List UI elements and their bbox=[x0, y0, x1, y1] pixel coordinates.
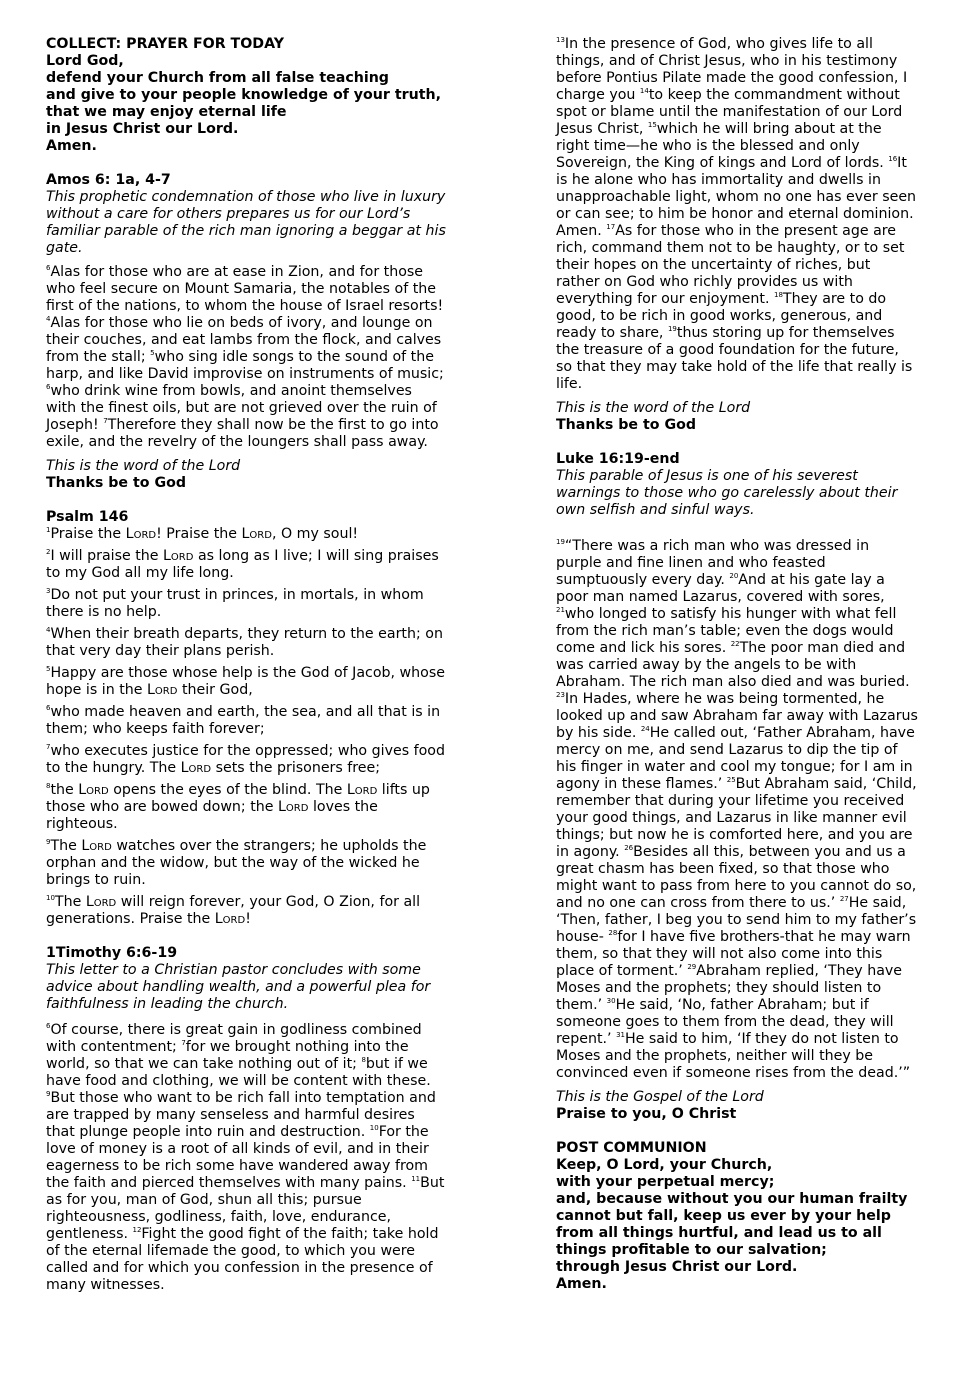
collect-heading: COLLECT: PRAYER FOR TODAY bbox=[46, 36, 284, 52]
verse-number: 20 bbox=[729, 572, 739, 580]
timothy-section bbox=[46, 945, 446, 1294]
verse-number: 4 bbox=[46, 315, 51, 323]
collect-line: in Jesus Christ our Lord. bbox=[46, 121, 239, 137]
verse-number: 28 bbox=[608, 929, 618, 937]
verse-number: 13 bbox=[556, 36, 565, 44]
verse-number: 30 bbox=[606, 997, 616, 1005]
verse-text: And at his gate lay a poor man named Lazarus, covered with sores, bbox=[556, 572, 885, 605]
lord-small-caps: Lord bbox=[85, 894, 117, 910]
lord-small-caps: Lord bbox=[81, 838, 112, 854]
verse-number: 21 bbox=[556, 606, 565, 614]
luke-response-1: This is the Gospel of the Lord bbox=[556, 1089, 764, 1105]
verse-number: 6 bbox=[46, 383, 51, 391]
post-communion-heading: POST COMMUNION bbox=[556, 1140, 707, 1156]
amos-heading: Amos 6: 1a, 4-7 bbox=[46, 172, 171, 188]
verse-text: ! bbox=[245, 911, 251, 927]
amos-intro: This prophetic condemnation of those who live in luxury without a care for others prepares us for our Lord’s familiar parable of the rich man ignoring a beggar at his gate. bbox=[46, 189, 446, 256]
psalm-section bbox=[46, 509, 446, 928]
verse-text: “There was a rich man who was dressed in purple and fine linen and who feasted sumptuously every day. bbox=[556, 538, 870, 588]
post-communion-section bbox=[556, 1140, 918, 1293]
verse-text: Praise the bbox=[50, 526, 126, 542]
luke-section bbox=[556, 451, 918, 1123]
verse-text: , O my soul! bbox=[271, 526, 359, 542]
verse-text: He said, ‘Then, father, I beg you to send him to my father’s house- bbox=[556, 895, 917, 945]
psalm-verse bbox=[46, 548, 446, 582]
luke-response-2: Praise to you, O Christ bbox=[556, 1106, 737, 1122]
luke-text bbox=[556, 538, 918, 1082]
verse-number: 3 bbox=[46, 587, 51, 595]
verse-text: He said to him, ‘If they do not listen to Moses and the prophets, neither will they be convinced even if someone rises from the dead.’” bbox=[556, 1031, 911, 1081]
timothy-text-part-1 bbox=[46, 1022, 446, 1294]
verse-text: Alas for those who are at ease in Zion, and for those who feel secure on Mount Samaria, the notables of the first of the nations, to whom the house of Israel resorts! bbox=[46, 264, 444, 314]
verse-text: Happy are those whose help is the God of Jacob, whose hope is in the bbox=[46, 665, 445, 698]
verse-number: 9 bbox=[46, 1090, 51, 1098]
verse-text: who executes justice for the oppressed; who gives food to the hungry. The bbox=[46, 743, 445, 776]
verse-number: 10 bbox=[46, 894, 55, 902]
verse-number: 7 bbox=[103, 417, 108, 425]
timothy-heading: 1Timothy 6:6-19 bbox=[46, 945, 178, 961]
verse-text: In Hades, where he was being tormented, he looked up and saw Abraham far away with Lazarus by his side. bbox=[556, 691, 918, 741]
verse-text: who made heaven and earth, the sea, and all that is in them; who keeps faith forever; bbox=[46, 704, 441, 737]
verse-text: ! Praise the bbox=[156, 526, 242, 542]
verse-text: who sing idle songs to the sound of the harp, and like David improvise on instruments of music; bbox=[46, 349, 444, 382]
timothy-continued-section bbox=[556, 36, 918, 434]
verse-number: 25 bbox=[726, 776, 736, 784]
verse-text: to keep the commandment without spot or blame until the manifestation of our Lord Jesus Christ, bbox=[556, 87, 903, 137]
verse-text: But Abraham said, ‘Child, remember that during your lifetime you received your good things, and Lazarus in like manner evil things; but now he is comforted here, and you are in agony. bbox=[556, 776, 917, 860]
verse-number: 4 bbox=[46, 626, 51, 634]
psalm-verse bbox=[46, 894, 446, 928]
verse-text: for we brought nothing into the world, so that we can take nothing out of it; bbox=[46, 1039, 409, 1072]
verse-number: 24 bbox=[640, 725, 650, 733]
verse-number: 9 bbox=[46, 838, 51, 846]
verse-text: sets the prisoners free; bbox=[211, 760, 381, 776]
psalm-verse bbox=[46, 665, 446, 699]
verse-number: 7 bbox=[181, 1039, 186, 1047]
psalm-heading: Psalm 146 bbox=[46, 509, 129, 525]
verse-text: Do not put your trust in princes, in mortals, in whom there is no help. bbox=[46, 587, 424, 620]
verse-number: 6 bbox=[46, 264, 51, 272]
verse-number: 7 bbox=[46, 743, 51, 751]
psalm-verse bbox=[46, 838, 446, 889]
verse-text: Abraham replied, ‘They have Moses and the prophets; they should listen to them.’ bbox=[556, 963, 903, 1013]
post-communion-line: with your perpetual mercy; bbox=[556, 1174, 775, 1190]
timothy-intro: This letter to a Christian pastor concludes with some advice about handling wealth, and a powerful plea for faithfulness in leading the church. bbox=[46, 962, 431, 1012]
verse-text: He said, ‘No, father Abraham; but if someone goes to them from the dead, they will repent.’ bbox=[556, 997, 894, 1047]
amos-section bbox=[46, 172, 446, 492]
verse-text: But as for you, man of God, shun all this; pursue righteousness, godliness, faith, love, endurance, gentleness. bbox=[46, 1175, 445, 1242]
collect-line: that we may enjoy eternal life bbox=[46, 104, 287, 120]
verse-number: 15 bbox=[647, 121, 657, 129]
verse-text: The poor man died and was carried away by the angels to be with Abraham. The rich man also died and was buried. bbox=[556, 640, 910, 690]
lord-small-caps: Lord bbox=[346, 782, 378, 798]
left-column bbox=[46, 36, 446, 1294]
verse-text: For the love of money is a root of all kinds of evil, and in their eagerness to be rich some have wandered away from the faith and pierced themselves with many pains. bbox=[46, 1124, 429, 1191]
verse-text: Therefore they shall now be the first to go into exile, and the revelry of the loungers shall pass away. bbox=[46, 417, 439, 450]
amos-text bbox=[46, 264, 446, 451]
lord-small-caps: Lord bbox=[78, 782, 109, 798]
post-communion-line: Keep, O Lord, your Church, bbox=[556, 1157, 773, 1173]
verse-text: The bbox=[54, 894, 86, 910]
verse-text: their God, bbox=[177, 682, 253, 698]
lord-small-caps: Lord bbox=[147, 682, 178, 698]
verse-number: 22 bbox=[730, 640, 740, 648]
verse-number: 1 bbox=[46, 526, 51, 534]
psalm-verse bbox=[46, 782, 446, 833]
verse-number: 6 bbox=[46, 1022, 51, 1030]
verse-text: opens the eyes of the blind. The bbox=[108, 782, 347, 798]
amos-response-2: Thanks be to God bbox=[46, 475, 187, 491]
amos-response-1: This is the word of the Lord bbox=[46, 458, 241, 474]
lord-small-caps: Lord bbox=[214, 911, 246, 927]
post-communion-line: through Jesus Christ our Lord. bbox=[556, 1259, 798, 1275]
verse-number: 16 bbox=[888, 155, 898, 163]
verse-number: 17 bbox=[606, 223, 616, 231]
luke-heading: Luke 16:19-end bbox=[556, 451, 680, 467]
verse-number: 8 bbox=[361, 1056, 366, 1064]
verse-number: 19 bbox=[667, 325, 677, 333]
verse-number: 12 bbox=[132, 1226, 142, 1234]
verse-text: lifts up those who are bowed down; the bbox=[46, 782, 430, 815]
verse-text: When their breath departs, they return to the earth; on that very day their plans perish. bbox=[46, 626, 443, 659]
verse-text: Of course, there is great gain in godliness combined with contentment; bbox=[46, 1022, 422, 1055]
verse-number: 31 bbox=[616, 1031, 625, 1039]
post-communion-line: Amen. bbox=[556, 1276, 607, 1292]
timothy-text-part-2 bbox=[556, 36, 918, 393]
verse-number: 23 bbox=[556, 691, 565, 699]
verse-text: In the presence of God, who gives life to all things, and of Christ Jesus, who in his testimony before Pontius Pilate made the good confession, I charge you bbox=[556, 36, 908, 103]
lord-small-caps: Lord bbox=[180, 760, 212, 776]
verse-text: will reign forever, your God, O Zion, for all generations. Praise the bbox=[46, 894, 421, 927]
psalm-verse bbox=[46, 587, 446, 621]
verse-number: 8 bbox=[46, 782, 51, 790]
lord-small-caps: Lord bbox=[278, 799, 309, 815]
timothy-response-2: Thanks be to God bbox=[556, 417, 697, 433]
collect-line: and give to your people knowledge of your truth, bbox=[46, 87, 441, 103]
psalm-verse bbox=[46, 743, 446, 777]
verse-number: 29 bbox=[687, 963, 697, 971]
collect-line: Amen. bbox=[46, 138, 97, 154]
verse-text: They are to do good, to be rich in good works, generous, and ready to share, bbox=[556, 291, 887, 341]
right-column bbox=[556, 36, 918, 1293]
psalm-verse bbox=[46, 526, 446, 543]
verse-text: Fight the good fight of the faith; take hold of the eternal lifemade the good, to which you were called and for which you confession in the presence of many witnesses. bbox=[46, 1226, 439, 1293]
verse-text: Alas for those who lie on beds of ivory, and lounge on their couches, and eat lambs from the flock, and calves from the stall; bbox=[46, 315, 442, 365]
verse-text: which he will bring about at the right time—he who is the blessed and only Sovereign, the King of kings and Lord of lords. bbox=[556, 121, 889, 171]
verse-text: the bbox=[50, 782, 79, 798]
verse-number: 18 bbox=[773, 291, 783, 299]
verse-text: loves the righteous. bbox=[46, 799, 378, 832]
timothy-response-1: This is the word of the Lord bbox=[556, 400, 751, 416]
psalm-verse bbox=[46, 626, 446, 660]
verse-number: 10 bbox=[369, 1124, 379, 1132]
luke-intro: This parable of Jesus is one of his severest warnings to those who go carelessly about their own selfish and sinful ways. bbox=[556, 468, 898, 518]
collect-line: Lord God, bbox=[46, 53, 124, 69]
verse-number: 11 bbox=[411, 1175, 421, 1183]
verse-text: He called out, ‘Father Abraham, have mercy on me, and send Lazarus to dip the tip of his finger in water and cool my tongue; for I am in agony in these flames.’ bbox=[556, 725, 915, 792]
verse-text: The bbox=[50, 838, 82, 854]
verse-text: It is he alone who has immortality and dwells in unapproachable light, whom no one has ever seen or can see; to him be honor and eternal dominion. Amen. bbox=[556, 155, 917, 239]
verse-number: 26 bbox=[624, 844, 634, 852]
verse-number: 6 bbox=[46, 704, 51, 712]
verse-number: 27 bbox=[839, 895, 849, 903]
verse-text: thus storing up for themselves the treasure of a good foundation for the future, so that they may take hold of the life that really is life. bbox=[556, 325, 913, 392]
verse-number: 5 bbox=[46, 665, 51, 673]
verse-text: watches over the strangers; he upholds the orphan and the widow, but the way of the wicked he brings to ruin. bbox=[46, 838, 427, 888]
psalm-verse bbox=[46, 704, 446, 738]
verse-text: who drink wine from bowls, and anoint themselves with the finest oils, but are not grieved over the ruin of Joseph! bbox=[46, 383, 437, 433]
lord-small-caps: Lord bbox=[163, 548, 194, 564]
verse-text: Besides all this, between you and us a great chasm has been fixed, so that those who might want to pass from here to you cannot do so, and no one can cross from there to us.’ bbox=[556, 844, 917, 911]
verse-number: 2 bbox=[46, 548, 51, 556]
verse-text: but if we have food and clothing, we will be content with these. bbox=[46, 1056, 431, 1089]
verse-text: who longed to satisfy his hunger with what fell from the rich man’s table; even the dogs would come and lick his sores. bbox=[556, 606, 897, 656]
verse-text: as long as I live; I will sing praises to my God all my life long. bbox=[46, 548, 439, 581]
verse-number: 14 bbox=[639, 87, 649, 95]
lord-small-caps: Lord bbox=[125, 526, 157, 542]
verse-number: 19 bbox=[556, 538, 565, 546]
lord-small-caps: Lord bbox=[241, 526, 272, 542]
verse-number: 5 bbox=[150, 349, 155, 357]
collect-section bbox=[46, 36, 446, 155]
collect-line: defend your Church from all false teaching bbox=[46, 70, 389, 86]
verse-text: But those who want to be rich fall into temptation and are trapped by many senseless and harmful desires that plunge people into ruin and destruction. bbox=[46, 1090, 436, 1140]
verse-text: I will praise the bbox=[50, 548, 163, 564]
verse-text: As for those who in the present age are rich, command them not to be haughty, or to set their hopes on the uncertainty of riches, but rather on God who richly provides us with everything for our enjoyment. bbox=[556, 223, 905, 307]
post-communion-line: and, because without you our human frailty cannot but fall, keep us ever by your help from all things hurtful, and lead us to all things profitable to our salvation; bbox=[556, 1191, 908, 1258]
verse-text: for I have five brothers-that he may warn them, so that they will not also come into this place of torment.’ bbox=[556, 929, 911, 979]
